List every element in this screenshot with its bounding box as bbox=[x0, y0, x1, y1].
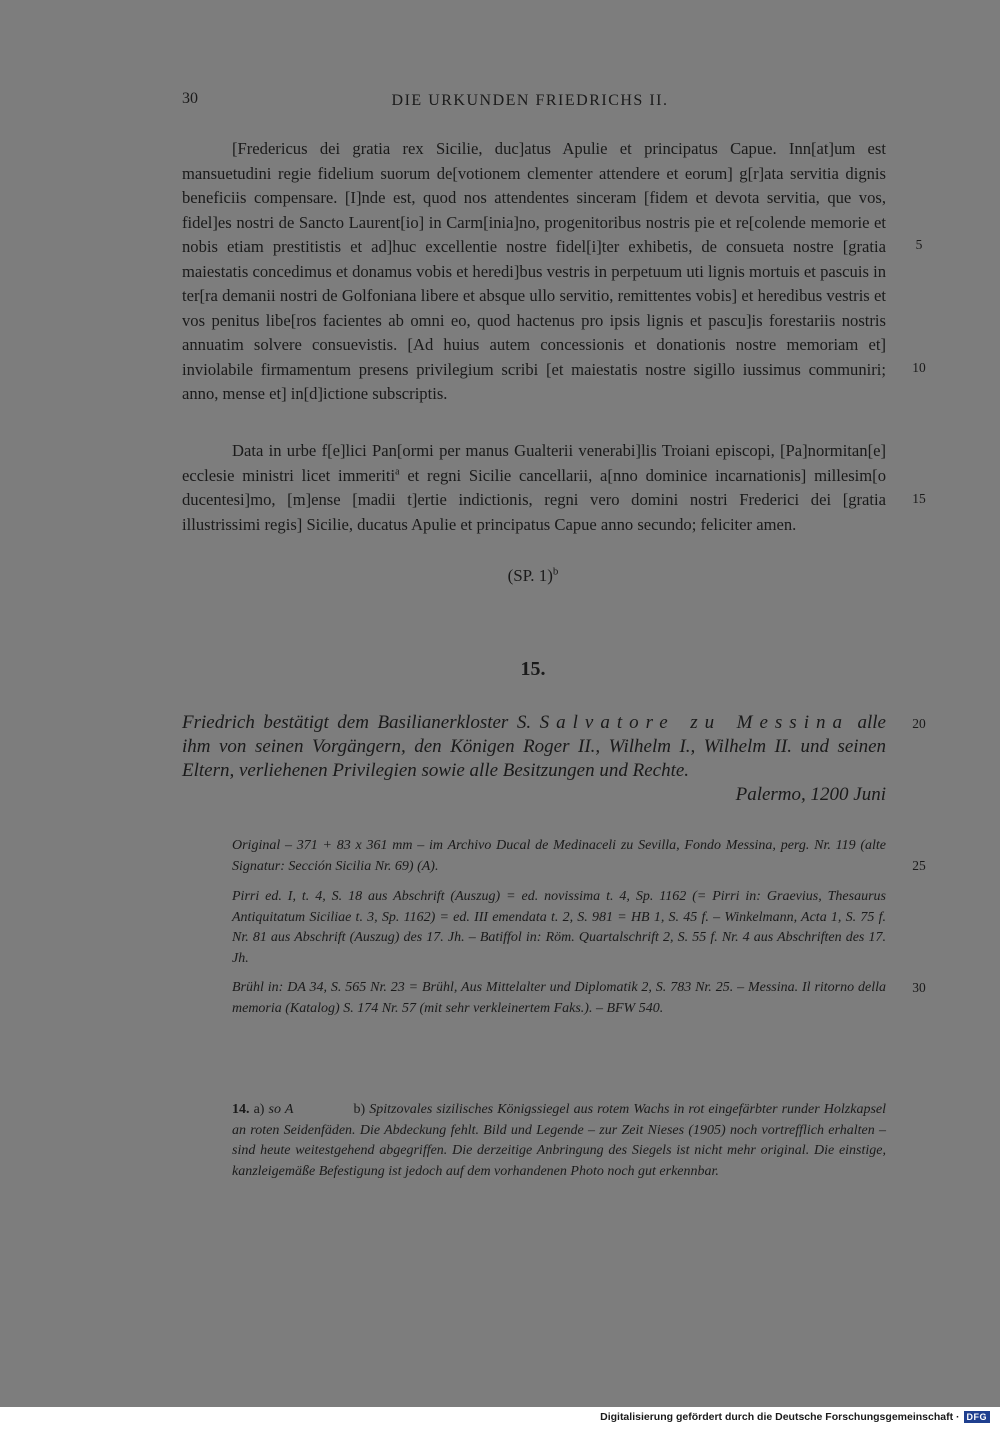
footnote-a-label: a) bbox=[253, 1102, 265, 1117]
credit-text: Digitalisierung gefördert durch die Deutsche Forschungsgemeinschaft · bbox=[600, 1411, 960, 1423]
line-number: 30 bbox=[912, 980, 926, 995]
footnote-doc-number: 14. bbox=[232, 1102, 250, 1117]
regest-spaced-name: Salvatore zu Messina bbox=[539, 712, 849, 733]
line-number: 20 bbox=[912, 716, 926, 731]
regest-part-2: alle ihm von seinen Vorgängern, den Königen Roger II., Wilhelm I., Wilhelm II. und seinen Eltern, verliehenen Privilegien sowie alle Besitzungen und Rechte. bbox=[182, 712, 886, 781]
page-number: 30 bbox=[182, 90, 198, 107]
footnote-ref-b: b bbox=[552, 565, 559, 578]
seal-mark bbox=[0, 566, 1000, 586]
apparatus-literature: Brühl in: DA 34, S. 565 Nr. 23 = Brühl, Aus Mittelalter und Diplomatik 2, S. 783 Nr. 25. – Messina. Il ritorno della memoria (Katalog) S. 174 Nr. 57 (mit sehr verkleinertem Faks.). – BFW 540. bbox=[232, 980, 886, 1016]
line-number: 5 bbox=[915, 237, 923, 252]
regest bbox=[182, 711, 886, 807]
apparatus-original: Original – 371 + 83 x 361 mm – im Archivo Ducal de Medinaceli zu Sevilla, Fondo Messina, perg. Nr. 119 (alte Signatur: Sección Sicilia Nr. 69) (A). bbox=[232, 838, 886, 874]
seal-text: (SP. 1) bbox=[507, 566, 553, 585]
datum-clause bbox=[182, 439, 886, 537]
regest-part-1: Friedrich bestätigt dem Basilianerkloster S. bbox=[182, 712, 540, 733]
charter-text: [Fredericus dei gratia rex Sicilie, duc]atus Apulie et principatus Capue. Inn[at]um est mansuetudini regie fidelium suorum de[votionem clementer attendere et eorum] g[r]ata servitia dignis beneficiis compensare. [I]nde est, quod nos attendentes sinceram [fidem et devota servitia, que vos, fidel]es nostri de Sancto Laurent[io] in Carm[inia]no, progenitoribus nostris pie et re[colende memorie et nobis etiam prestitistis et ad]huc excellentie nostre fidel[i]ter exhibetis, de consueta nostre [gratia maiestatis concedimus et donamus vobis et heredi]bus vestris in perpetuum uti lignis mortuis et pascuis in ter[ra demanii nostri de Golfoniana libere et absque ullo servitio, remittentes vobis] et heredibus vestris et vos penitus libe[ros facientes ab omni eo, quod hactenus pro ipsis lignis et pascu]is forestariis nostris annuatim solvere consuevistis. [Ad huius autem concessionis et donationis nostre memoriam et] inviolabile firmamentum presens privilegium scribi [et maiestatis nostre sigillo iussimus communiri; anno, mense et] in[d]ictione subscriptis. bbox=[182, 139, 886, 403]
dfg-logo-icon: DFG bbox=[964, 1411, 991, 1423]
footnote-b-text: Spitzovales sizilisches Königssiegel aus rotem Wachs in rot eingefärbter runder Holzkapsel an roten Seidenfäden. Die Abdeckung fehlt. Bild und Legende – zur Zeit Nieses (1905) noch vortrefflich erhalten – sind heute weitestgehend abgegriffen. Die derzeitige Anbringung des Siegels ist nicht mehr original. Die einstige, kanzleigemäße Befestigung ist jedoch auf dem vorhandenen Photo noch gut erkennbar. bbox=[232, 1102, 887, 1179]
footnotes bbox=[232, 1100, 886, 1182]
line-number: 25 bbox=[912, 858, 926, 873]
footnote-a-text: so A bbox=[268, 1102, 294, 1117]
line-number: 15 bbox=[912, 491, 926, 506]
line-number: 10 bbox=[912, 360, 926, 375]
apparatus-editions: Pirri ed. I, t. 4, S. 18 aus Abschrift (Auszug) = ed. novissima t. 4, Sp. 1162 (= Pirri in: Graevius, Thesaurus Antiquitatum Siciliae t. 3, Sp. 1162) = ed. III emendata t. 2, S. 981 = HB 1, S. 45 f. – Winkelmann, Acta 1, S. 75 f. Nr. 81 aus Abschrift (Auszug) des 17. Jh. – Batiffol in: Röm. Quartalschrift 2, S. 55 f. Nr. 4 aus Abschriften des 17. Jh. bbox=[232, 889, 886, 966]
footnote-b-label: b) bbox=[353, 1102, 366, 1117]
running-title: DIE URKUNDEN FRIEDRICHS II. bbox=[391, 92, 669, 109]
place-date: Palermo, 1200 Juni bbox=[735, 784, 886, 805]
datum-text-a: Data in urbe f[e]lici Pan[ormi per manus Gualterii venerabi]lis Troiani episcopi, [Pa]normitan[e] ecclesie ministri licet immeriti bbox=[182, 441, 886, 485]
footnote-ref-a: a bbox=[395, 465, 400, 477]
document-number: 15. bbox=[520, 658, 546, 680]
datum-text-b: et regni Sicilie cancellarii, a[nno dominice incarnationis] millesim[o ducentesi]mo, [m]ense [madii t]ertie indictionis, regni vero domini nostri Frederici dei [gratia illustrissimi regis] Sicilie, ducatus Apulie et principatus Capue anno secundo; feliciter amen. bbox=[182, 465, 886, 534]
funding-credit bbox=[600, 1411, 990, 1423]
